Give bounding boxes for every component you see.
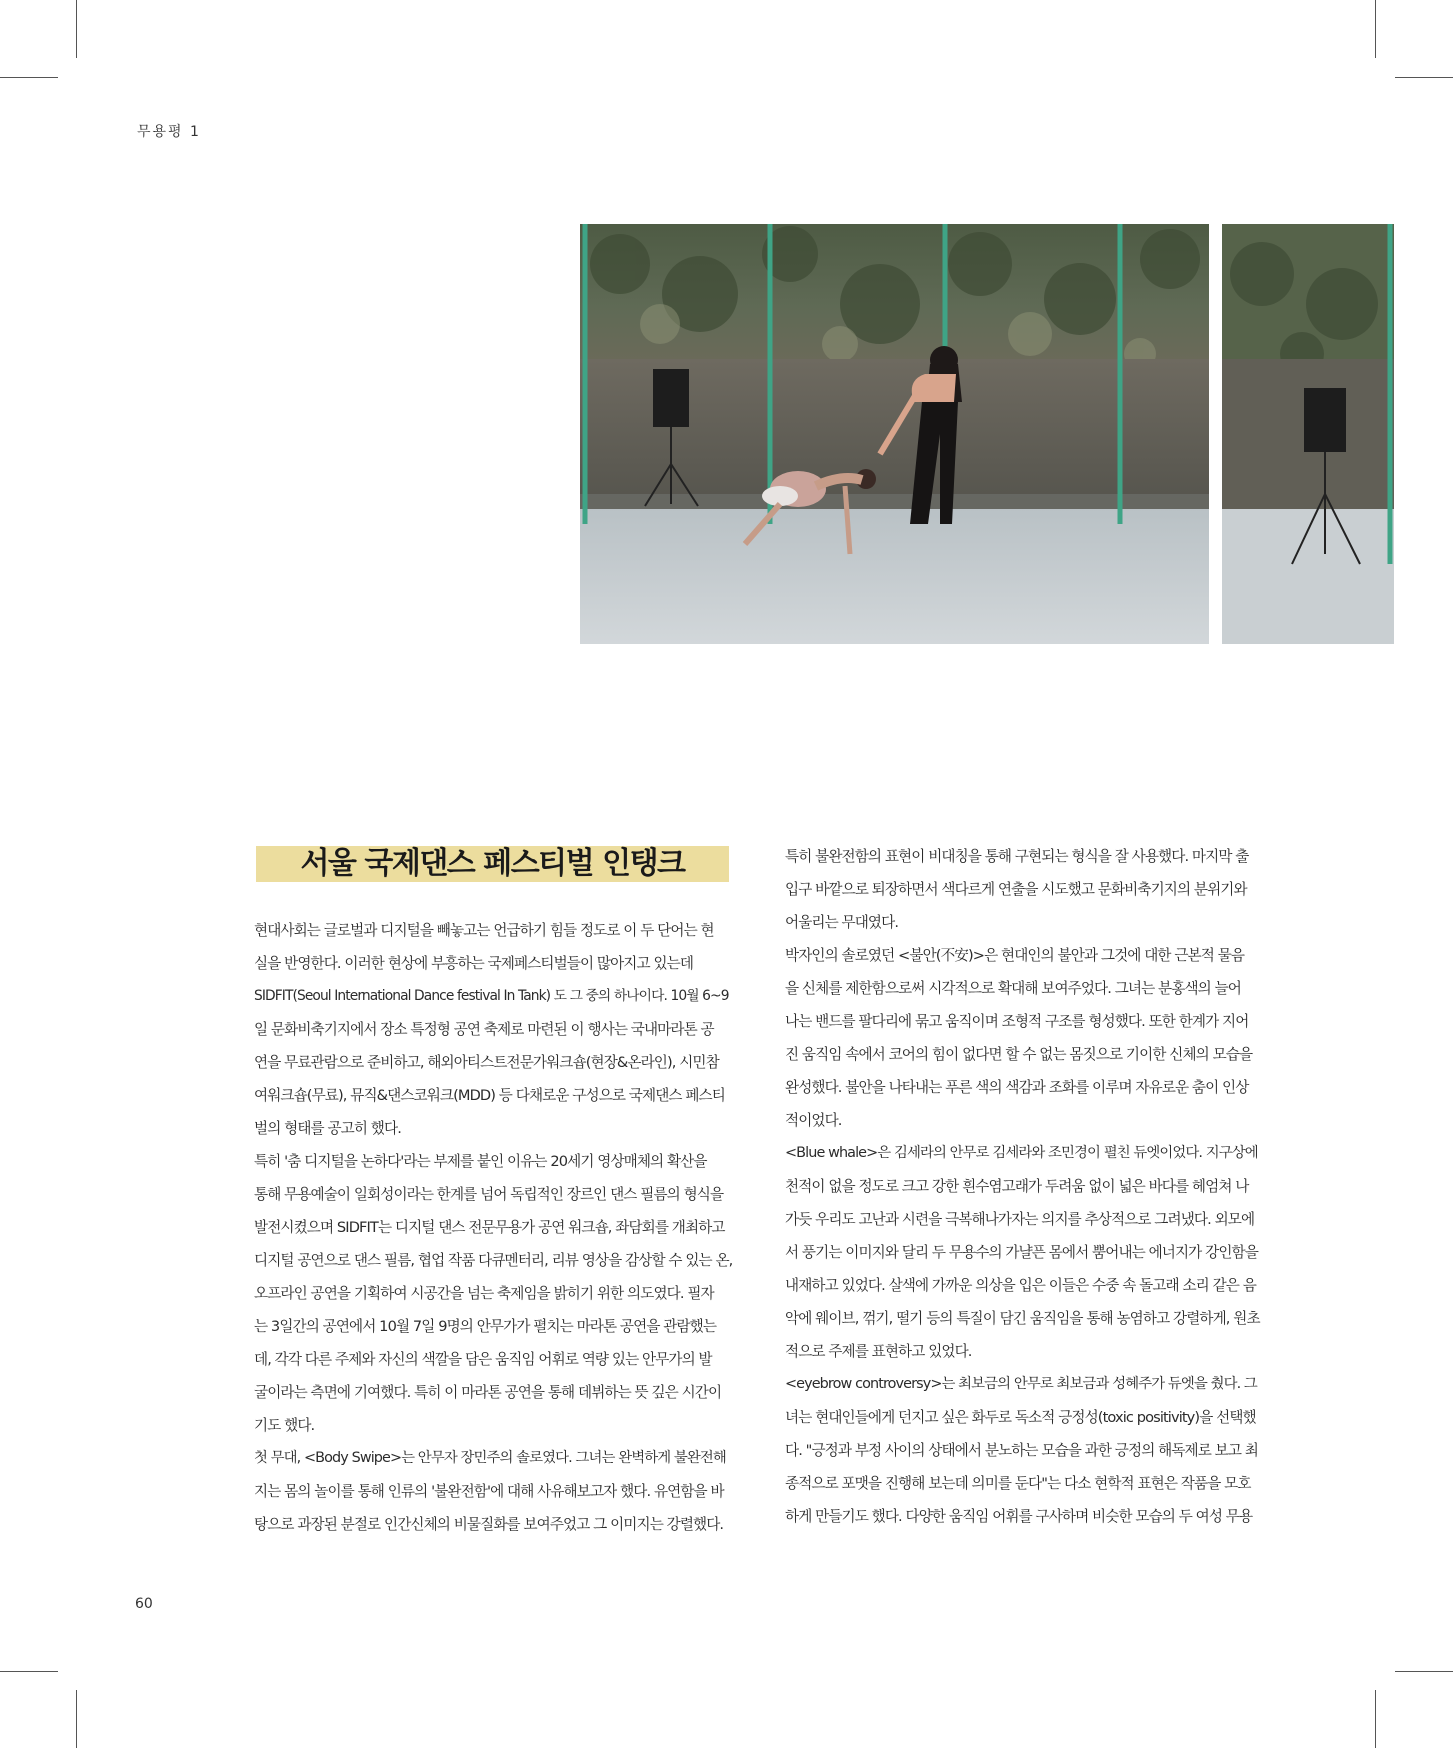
body-line: <eyebrow controversy>는 최보금의 안무로 최보금과 성혜주가 듀엣을 췄다. 그 bbox=[785, 1376, 1257, 1392]
section-label: 무용평 1 bbox=[137, 124, 201, 140]
body-line: 오프라인 공연을 기획하여 시공간을 넘는 축제임을 밝히기 위한 의도였다. 필자 bbox=[254, 1285, 714, 1302]
crop-mark bbox=[1375, 1690, 1376, 1748]
body-line: 벌의 형태를 공고히 했다. bbox=[254, 1120, 401, 1137]
body-line: 진 움직임 속에서 코어의 힘이 없다면 할 수 없는 몸짓으로 기이한 신체의 모습을 bbox=[785, 1046, 1253, 1063]
body-line: 탕으로 과장된 분절로 인간신체의 비물질화를 보여주었고 그 이미지는 강렬했다. bbox=[254, 1516, 724, 1533]
body-line: 일 문화비축기지에서 장소 특정형 공연 축제로 마련된 이 행사는 국내마라톤 공 bbox=[254, 1021, 714, 1038]
crop-mark bbox=[76, 1690, 77, 1748]
article-title: 서울 국제댄스 페스티벌 인탱크 bbox=[300, 846, 685, 881]
body-line: 녀는 현대인들에게 던지고 싶은 화두로 독소적 긍정성(toxic positivity)을 선택했 bbox=[785, 1409, 1256, 1426]
body-line: 다. "긍정과 부정 사이의 상태에서 분노하는 모습을 과한 긍정의 해독제로 보고 최 bbox=[785, 1442, 1259, 1459]
body-line: 을 신체를 제한함으로써 시각적으로 확대해 보여주었다. 그녀는 분홍색의 늘어 bbox=[785, 980, 1241, 997]
crop-mark bbox=[1375, 0, 1376, 58]
body-line: 실을 반영한다. 이러한 현상에 부흥하는 국제페스티벌들이 많아지고 있는데 bbox=[254, 955, 694, 972]
body-line: 완성했다. 불안을 나타내는 푸른 색의 색감과 조화를 이루며 자유로운 춤이 인상 bbox=[785, 1079, 1249, 1096]
body-line: 어울리는 무대였다. bbox=[785, 914, 899, 931]
body-line: 데, 각각 다른 주제와 자신의 색깔을 담은 움직임 어휘로 역량 있는 안무가의 발 bbox=[254, 1351, 712, 1368]
body-line: 적이었다. bbox=[785, 1112, 842, 1129]
right-column bbox=[785, 840, 1261, 1533]
body-line: SIDFIT(Seoul International Dance festival In Tank) 도 그 중의 하나이다. 10월 6~9 bbox=[254, 988, 729, 1004]
body-line: 여워크숍(무료), 뮤직&댄스코워크(MDD) 등 다채로운 구성으로 국제댄스 페스티 bbox=[254, 1087, 725, 1104]
crop-mark bbox=[0, 77, 58, 78]
body-line: 가듯 우리도 고난과 시련을 극복해나가자는 의지를 추상적으로 그려냈다. 외모에 bbox=[785, 1211, 1255, 1228]
body-line: 발전시켰으며 SIDFIT는 디지털 댄스 전문무용가 공연 워크숍, 좌담회를 개최하고 bbox=[254, 1219, 725, 1236]
crop-mark bbox=[1395, 1671, 1453, 1672]
body-line: 천적이 없을 정도로 크고 강한 흰수염고래가 두려움 없이 넓은 바다를 헤엄쳐 나 bbox=[785, 1178, 1249, 1195]
body-line: 지는 몸의 놀이를 통해 인류의 '불완전함'에 대해 사유해보고자 했다. 유연함을 바 bbox=[254, 1483, 724, 1500]
body-line: 연을 무료관람으로 준비하고, 해외아티스트전문가워크숍(현장&온라인), 시민참 bbox=[254, 1054, 719, 1071]
body-line: 내재하고 있었다. 살색에 가까운 의상을 입은 이들은 수중 속 돌고래 소리 같은 음 bbox=[785, 1277, 1256, 1294]
left-column bbox=[254, 914, 732, 1541]
body-line: 적으로 주제를 표현하고 있었다. bbox=[785, 1343, 972, 1360]
body-line: <Blue whale>은 김세라의 안무로 김세라와 조민경이 펼친 듀엣이었다. 지구상에 bbox=[785, 1145, 1258, 1161]
body-line: 첫 무대, <Body Swipe>는 안무자 장민주의 솔로였다. 그녀는 완벽하게 불완전해 bbox=[254, 1450, 726, 1466]
body-line: 굴이라는 측면에 기여했다. 특히 이 마라톤 공연을 통해 데뷔하는 뜻 깊은 시간이 bbox=[254, 1384, 722, 1401]
body-line: 서 풍기는 이미지와 달리 두 무용수의 가냘픈 몸에서 뿜어내는 에너지가 강인함을 bbox=[785, 1244, 1258, 1261]
page-number: 60 bbox=[135, 1596, 153, 1612]
performance-photo-side bbox=[1222, 224, 1394, 644]
body-line: 디지털 공연으로 댄스 필름, 협업 작품 다큐멘터리, 리뷰 영상을 감상할 수 있는 온, bbox=[254, 1252, 733, 1269]
body-line: 통해 무용예술이 일회성이라는 한계를 넘어 독립적인 장르인 댄스 필름의 형식을 bbox=[254, 1186, 724, 1203]
body-line: 종적으로 포맷을 진행해 보는데 의미를 둔다"는 다소 현학적 표현은 작품을 모호 bbox=[785, 1475, 1251, 1492]
body-line: 기도 했다. bbox=[254, 1417, 315, 1434]
performance-photo-main bbox=[580, 224, 1209, 644]
body-line: 현대사회는 글로벌과 디지털을 빼놓고는 언급하기 힘들 정도로 이 두 단어는 현 bbox=[254, 922, 714, 939]
body-line: 나는 밴드를 팔다리에 묶고 움직이며 조형적 구조를 형성했다. 또한 한계가 지어 bbox=[785, 1013, 1249, 1030]
body-line: 입구 바깥으로 퇴장하면서 색다르게 연출을 시도했고 문화비축기지의 분위기와 bbox=[785, 881, 1247, 898]
crop-mark bbox=[1395, 77, 1453, 78]
body-line: 박자인의 솔로였던 <불안(不安)>은 현대인의 불안과 그것에 대한 근본적 물음 bbox=[785, 947, 1245, 964]
body-line: 하게 만들기도 했다. 다양한 움직임 어휘를 구사하며 비슷한 모습의 두 여성 무용 bbox=[785, 1508, 1253, 1525]
crop-mark bbox=[76, 0, 77, 58]
body-line: 특히 불완전함의 표현이 비대칭을 통해 구현되는 형식을 잘 사용했다. 마지막 출 bbox=[785, 848, 1249, 865]
crop-mark bbox=[0, 1671, 58, 1672]
body-line: 는 3일간의 공연에서 10월 7일 9명의 안무가가 펼치는 마라톤 공연을 관람했는 bbox=[254, 1318, 717, 1335]
body-line: 악에 웨이브, 꺾기, 떨기 등의 특질이 담긴 움직임을 통해 농염하고 강렬하게, 원초 bbox=[785, 1310, 1260, 1327]
body-line: 특히 '춤 디지털을 논하다'라는 부제를 붙인 이유는 20세기 영상매체의 확산을 bbox=[254, 1153, 707, 1170]
